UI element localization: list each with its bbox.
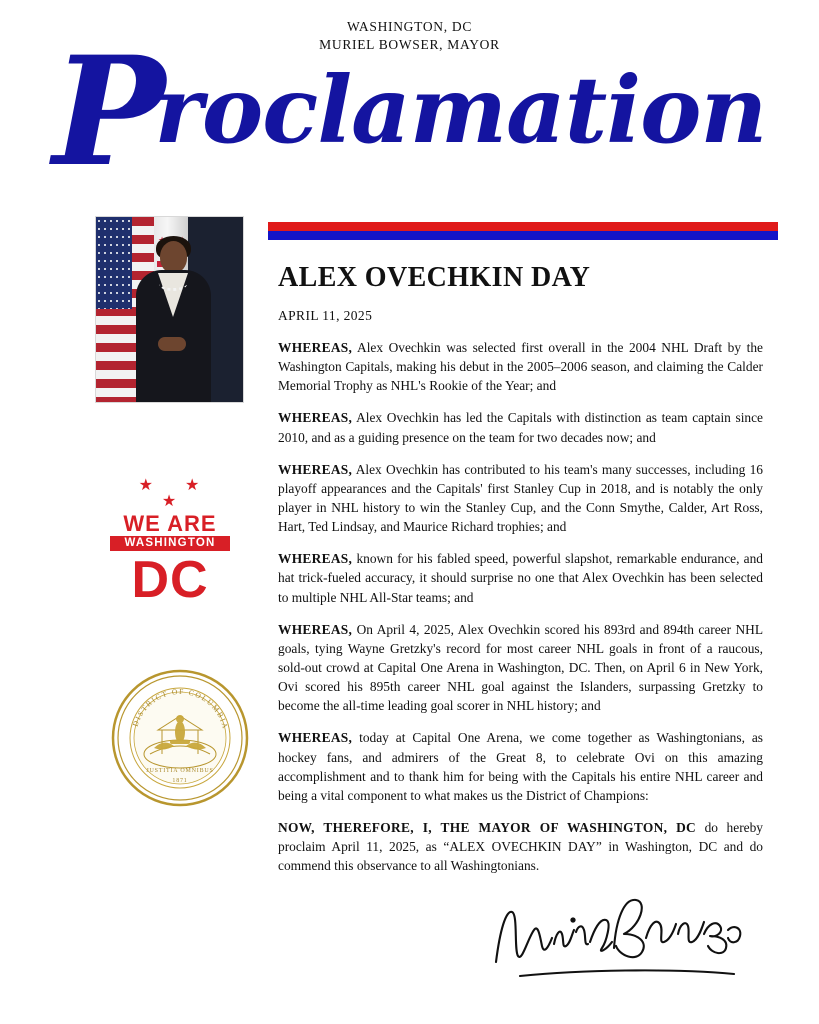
- whereas-clause-3: [278, 460, 763, 536]
- logo-washington-text: WASHINGTON: [110, 536, 230, 551]
- whereas-clause-1: [278, 338, 763, 395]
- clause-lead-5: WHEREAS,: [278, 621, 353, 637]
- figure-necklace: [159, 277, 187, 291]
- svg-text:1871: 1871: [172, 778, 188, 784]
- mayor-signature: [490, 890, 750, 985]
- clause-lead-2: WHEREAS,: [278, 410, 353, 426]
- clause-text-3: Alex Ovechkin has contributed to his team's many successes, including 16 playoff appearances and the Capitals' first Stanley Cup in 2018, and is notably the only player in NHL history to win the Stanley Cup, and the Conn Smythe, Calder, Art Ross, Hart, Ted Lindsay, and Maurice Richard trophies; and: [278, 461, 763, 535]
- page-title: ALEX OVECHKIN DAY: [278, 262, 591, 293]
- svg-text:JUSTITIA OMNIBUS: JUSTITIA OMNIBUS: [146, 768, 214, 774]
- mayor-portrait-photo: [95, 216, 244, 403]
- clause-lead-3: WHEREAS,: [278, 461, 353, 477]
- svg-text:DISTRICT OF COLUMBIA: DISTRICT OF COLUMBIA: [130, 686, 231, 731]
- whereas-clause-2: [278, 408, 763, 446]
- whereas-clause-6: [278, 728, 763, 804]
- red-bar: [268, 222, 778, 231]
- figure-hands: [158, 337, 186, 351]
- clause-lead-1: WHEREAS,: [278, 340, 353, 355]
- clause-lead-4: WHEREAS,: [278, 551, 353, 567]
- whereas-clause-5: [278, 620, 763, 715]
- proclamation-initial: P: [52, 24, 165, 200]
- logo-stars: ★ ★ ★: [138, 477, 214, 510]
- color-bars: [268, 222, 778, 240]
- logo-dc-text: DC: [131, 551, 209, 610]
- logo-we-are-text: WE ARE: [123, 511, 217, 536]
- closing-text: do hereby proclaim April 11, 2025, as “ALEX OVECHKIN DAY” in Washington, DC and do commend this observance to all Washingtonians.: [278, 819, 763, 873]
- closing-lead: NOW, THEREFORE, I, THE MAYOR OF WASHINGTON, DC: [278, 819, 697, 835]
- header-mayor: MURIEL BOWSER, MAYOR: [319, 37, 500, 53]
- clause-text-1: Alex Ovechkin was selected first overall in the 2004 NHL Draft by the Washington Capitals, making his debut in the 2005–2006 season, and claiming the Calder Memorial Trophy as NHL's Rookie of the Year; and: [278, 340, 763, 394]
- clause-text-6: today at Capital One Arena, we come together as Washingtonians, as hockey fans, and admirers of the Great 8, to celebrate Ovi on this amazing accomplishment and to thank him for being with the Capitals his entire NHL career and being a vital component to what makes us the District of Champions:: [278, 730, 763, 803]
- clause-text-5: On April 4, 2025, Alex Ovechkin scored his 893rd and 894th career NHL goals, tying Wayne Gretzky's record for most career NHL goals in front of a raucous, sold-out crowd at Capital One Arena in Washington, DC. Then, on April 6 in New York, Ovi scored his 895th career NHL goal against the Islanders, surpassing Gretzky to become the all-time leading goal scorer in NHL history; and: [278, 621, 763, 714]
- clause-text-4: known for his fabled speed, powerful slapshot, remarkable endurance, and hat trick-fueled accuracy, it should surprise no one that Alex Ovechkin has been selected to multiple NHL All-Star teams; and: [278, 551, 763, 605]
- mayor-figure: [130, 241, 216, 402]
- proclamation-date: APRIL 11, 2025: [278, 308, 373, 323]
- we-are-dc-logo: [110, 478, 230, 608]
- blue-bar: [268, 231, 778, 240]
- district-of-columbia-seal: [110, 668, 250, 808]
- proclamation-body: [278, 262, 763, 888]
- clause-lead-6: WHEREAS,: [278, 730, 353, 746]
- closing-clause: [278, 818, 763, 875]
- header-city: WASHINGTON, DC: [346, 19, 473, 34]
- flag-canton: [96, 217, 132, 309]
- proclamation-rest: roclamation: [154, 56, 767, 164]
- whereas-clause-4: [278, 549, 763, 606]
- clause-text-2: Alex Ovechkin has led the Capitals with distinction as team captain since 2010, and as a guiding presence on the team for two decades now; and: [278, 410, 763, 445]
